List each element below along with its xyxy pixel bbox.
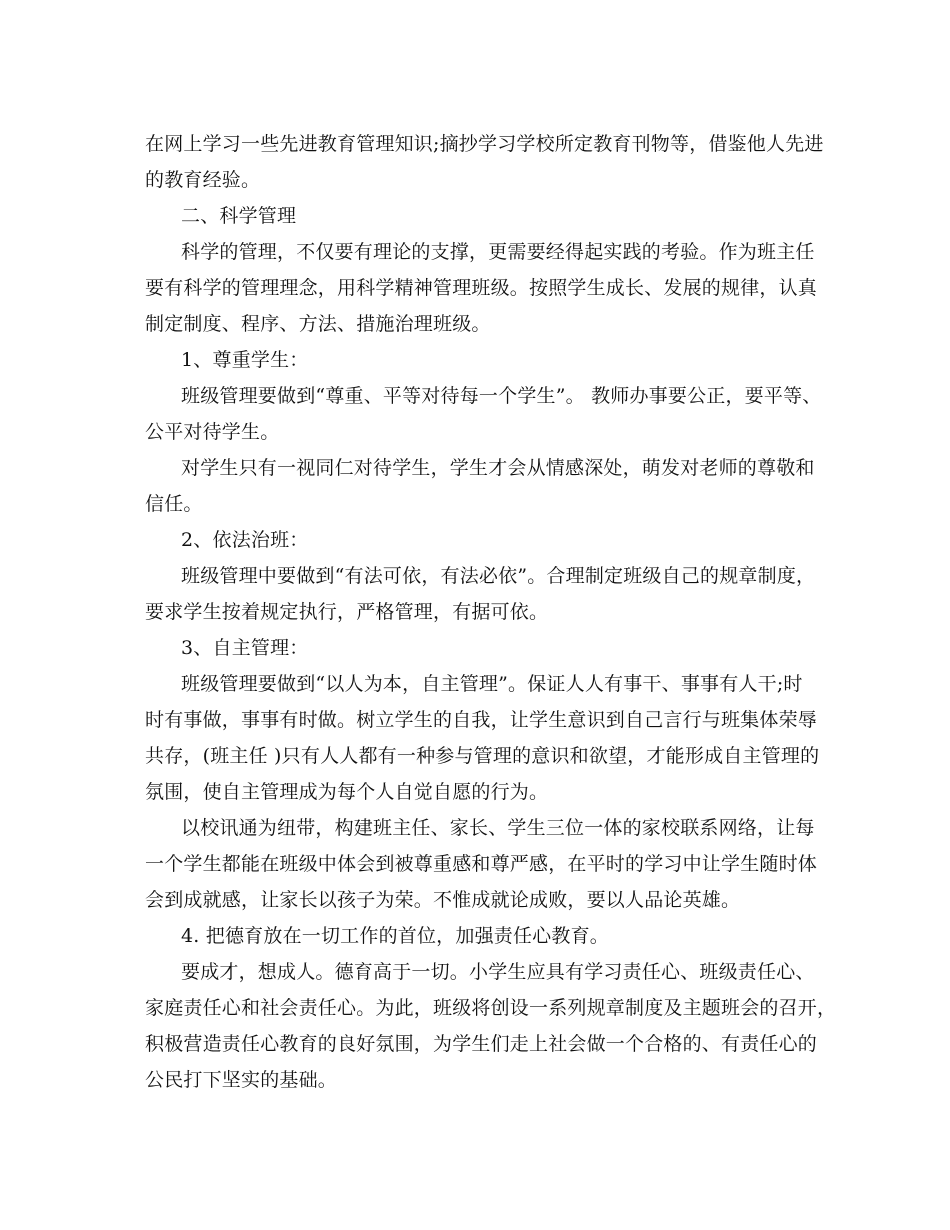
text-line: 班级管理要做到“以人为本，自主管理”。保证人人有事干、事事有人干;时 — [181, 673, 803, 695]
text-line: 公平对待学生。 — [145, 421, 280, 443]
subsection-heading: 1、尊重学生： — [181, 349, 309, 371]
subsection-heading: 4. 把德育放在一切工作的首位，加强责任心教育。 — [181, 925, 609, 947]
text-line: 班级管理要做到“尊重、平等对待每一个学生”。 教师办事要公正，要平等、 — [181, 385, 822, 407]
text-line: 信任。 — [145, 493, 203, 515]
section-heading: 二、科学管理 — [181, 205, 297, 227]
text-line: 会到成就感，让家长以孩子为荣。不惟成就论成败，要以人品论英雄。 — [145, 889, 741, 911]
text-line: 共存，(班主任 )只有人人都有一种参与管理的意识和欲望，才能形成自主管理的 — [145, 745, 820, 767]
text-line: 要有科学的管理理念，用科学精神管理班级。按照学生成长、发展的规律，认真 — [145, 277, 818, 299]
text-line: 积极营造责任心教育的良好氛围，为学生们走上社会做一个合格的、有责任心的 — [145, 1033, 818, 1055]
subsection-heading: 2、依法治班： — [181, 529, 309, 551]
text-line: 制定制度、程序、方法、措施治理班级。 — [145, 313, 491, 335]
text-line: 科学的管理，不仅要有理论的支撑，更需要经得起实践的考验。作为班主任 — [181, 241, 815, 263]
text-line: 氛围，使自主管理成为每个人自觉自愿的行为。 — [145, 781, 549, 803]
text-line: 的教育经验。 — [145, 169, 261, 191]
text-line: 以校讯通为纽带，构建班主任、家长、学生三位一体的家校联系网络，让每 — [181, 817, 815, 839]
text-line: 要成才，想成人。德育高于一切。小学生应具有学习责任心、班级责任心、 — [181, 961, 815, 983]
text-line: 在网上学习一些先进教育管理知识;摘抄学习学校所定教育刊物等，借鉴他人先进 — [145, 133, 824, 155]
text-line: 时有事做，事事有时做。树立学生的自我，让学生意识到自己言行与班集体荣辱 — [145, 709, 818, 731]
subsection-heading: 3、自主管理： — [181, 637, 309, 659]
text-line: 一个学生都能在班级中体会到被尊重感和尊严感，在平时的学习中让学生随时体 — [145, 853, 818, 875]
text-line: 对学生只有一视同仁对待学生，学生才会从情感深处，萌发对老师的尊敬和 — [181, 457, 815, 479]
text-line: 公民打下坚实的基础。 — [145, 1069, 338, 1091]
text-line: 班级管理中要做到“有法可依，有法必依”。合理制定班级自己的规章制度， — [181, 565, 816, 587]
text-line: 要求学生按着规定执行，严格管理，有据可依。 — [145, 601, 549, 623]
text-line: 家庭责任心和社会责任心。为此，班级将创设一系列规章制度及主题班会的召开， — [145, 997, 837, 1019]
